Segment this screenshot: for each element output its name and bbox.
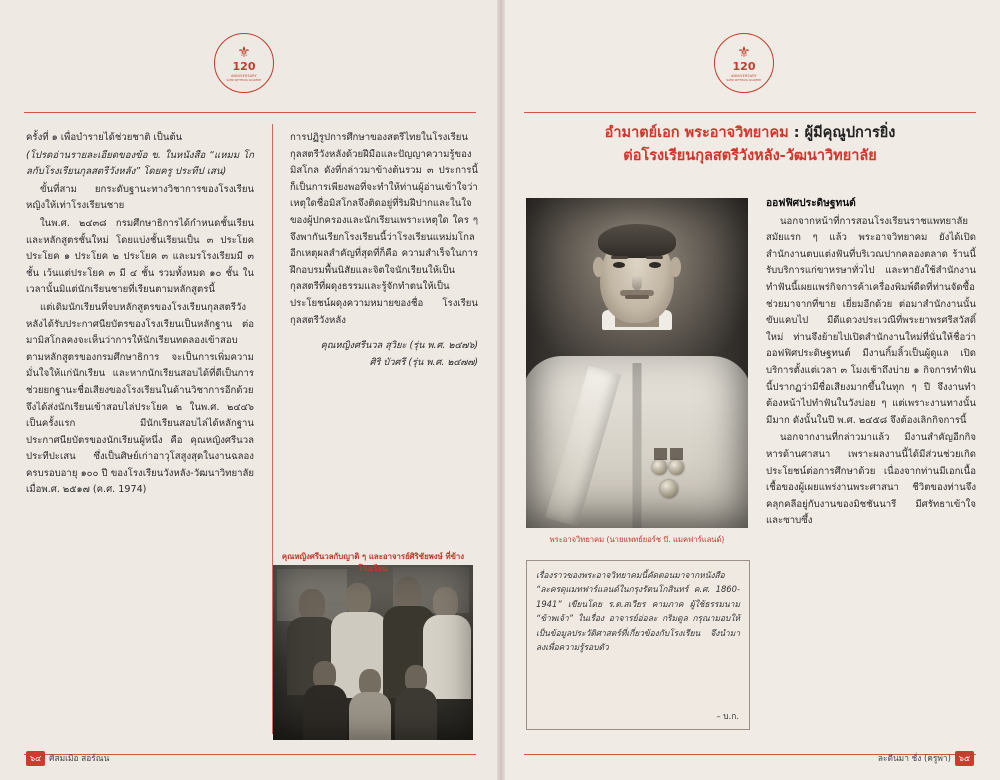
portrait-image	[526, 198, 748, 528]
paragraph: ครั้งที่ ๑ เพื่อบำรายได้ช่วยชาติ เป็นต้น	[26, 132, 183, 143]
editor-note-source: – บ.ก.	[716, 711, 739, 721]
paragraph: นอกจากหน้าที่การสอนโรงเรียนราชแพทยาลัยสมัยแรก ๆ แล้ว พระอาจวิทยาคม ยังได้เปิดสำนักงานตบแต่งฟันที่บริเวณปากคลองตลาด ร้านนี้รับบริการแก่ขาหรษาทั่วไป และทายังใช้สำนักงานทำฟันนี้เผยแพร่กิจการค้าเครื่องพิมพ์ดีดที่ท่านจัดซื้อช่วยมาจากที่ขาย เยี่ยมอีกด้วย ต่อมาสำนักงานนั้นขับแคบไป มีดีแดวงประเวณีที่พระยาพรศรีสวัสดิ์ใหม่ ท่านจึงย้ายไปเปิดสำนักงานใหม่ที่นั่นให้ชื่อว่า ออฟฟิศประดิษฐทนต์ มีงานกิ้มลิ้วเป็นผู้ดูแล เปิดบริการตั้งแต่เวลา ๓ โมงเช้าถึงบ่าย ๑ กิจการทำฟันนี้ปรากฏว่ามีชื่อเสียงมากขึ้นในทุก ๆ ปี จึงงานทำต้องหน้าไปทำฟันในวังบ่อย ๆ แต่เพราะงานทางนั้นมีมาก ดังนั้นในปี พ.ศ. ๒๔๕๘ จึงต้องเลิกกิจการนี้	[766, 215, 976, 426]
headline-line2-red: ต่อโรงเรียนกุลสตรีวังหลัง-วัฒนาวิทยาลัย	[623, 148, 877, 164]
paragraph: นอกจากงานที่กล่าวมาแล้ว มีงานสำคัญอีกกิจหารด้านศาสนา เพราะผลงานนี้ได้มีส่วนช่วยเกิดประโยชน์ต่อการศึกษาด้วย เนื่องจากท่านมีเอกเนื้อเชื้อของผู้เผยแพร่งานพระศาสนา ชีวิตของท่านจึงคลุกคลีอยู่กับงานของมิชชันนารี มีศรัทธาเข้าใจและซาบซึ้ง	[766, 432, 976, 527]
paragraph: แต่เดิมนักเรียนที่จบหลักสูตรของโรงเรียนกุลสตรีวังหลังได้รับประกาศนียบัตรของโรงเรียนเป็นหลักฐาน ต่อมามิสโกลคงจะเห็นว่าการให้นักเรียนทดลองเข้าสอบตามหลักสูตรของกรมศึกษาธิการ จะเป็นการเพิ่มความมั่นใจให้แก่นักเรียน และหากนักเรียนสอบได้ที่ดีเป็นการช่วยยกฐานะชื่อเสียงของโรงเรียนในด้านวิชาการอีกด้วย จึงได้ส่งนักเรียนเข้าสอบไล่ประโยค ๒ ในพ.ศ. ๒๔๔๖ เป็นครั้งแรก มีนักเรียนสอบไล่ได้หลักฐานประกาศนียบัตรของนักเรียนผู้หนึ่ง คือ คุณหญิงศรีนวล ประทีปะเสน ซึ่งเป็นศิษย์เก่าอาวุโสสูงสุดในงานฉลองครบรอบอายุ ๑๐๐ ปี ของโรงเรียนวังหลัง-วัฒนาวิทยาลัย เมื่อพ.ศ. ๒๕๑๗ (ค.ศ. 1974)	[26, 301, 254, 496]
editor-note-box	[526, 560, 750, 730]
right-column-text	[766, 196, 976, 531]
folio-text-left: ศิสมเมิอ สอร์ณน	[49, 753, 110, 763]
emblem-caption2-left: SATRI WITTHAYA ACADEMY	[226, 78, 262, 82]
headline-line1-red: อำมาตย์เอก พระอาจวิทยาคม	[604, 125, 789, 141]
paragraph: การปฏิรูปการศึกษาของสตรีไทยในโรงเรียนกุลสตรีวังหลังด้วยฝีมือและปัญญาความรู้ของมิสโกล ดังที่กล่าวมาข้างต้นรวม ๓ ประการนี้ ก็เป็นการเพียงพอที่จะทำให้ท่านผู้อ่านเข้าใจว่า เหตุใดชื่อมิสโกลจึงติดอยู่ที่ริมฝีปากและในใจของผู้ปกครองและนักเรียนเพราะเหตุใด ใคร ๆ จึงพากันเรียกโรงเรียนนี้ว่าโรงเรียนแหม่มโกล อีกเหตุผลสำคัญที่สุดที่ก็คือ ความสำเร็จในการฝึกอบรมพื้นนิสัยและจิตใจนักเรียนให้เป็นกุลสตรีที่ผดุงธรรมและรู้จักทำตนให้เป็นประโยชน์ผดุงความหมายของชื่อ โรงเรียนกุลสตรีวังหลัง	[290, 132, 478, 326]
emblem-caption-right: ANNIVERSARY	[731, 73, 757, 78]
left-column-2	[290, 130, 478, 370]
anniversary-emblem-right	[714, 33, 774, 93]
emblem-number-right: 120	[732, 59, 756, 73]
section-subheading: ออฟฟิศประดิษฐทนต์	[766, 198, 856, 209]
paragraph: (โปรดอ่านรายละเอียดของข้อ ข. ในหนังสือ “แหมม โกลกับโรงเรียนกุลสตรีวังหลัง” โดยครู ประทีป เสน)	[26, 149, 254, 178]
family-photo	[273, 565, 473, 740]
right-page	[500, 0, 1000, 780]
emblem-caption-left: ANNIVERSARY	[231, 73, 257, 78]
signature-2: ศิริ บัวศรี (รุ่น พ.ศ. ๒๔๗๗)	[369, 357, 478, 369]
left-column-1	[26, 130, 254, 500]
family-photo-image	[273, 565, 473, 740]
portrait-caption: พระอาจวิทยาคม (นายแพทย์ยอร์ช บี. แมคฟาร์แลนด์)	[549, 535, 725, 544]
torch-icon: ⚜	[237, 42, 251, 61]
folio-number-left: ๖๔	[26, 751, 45, 766]
emblem-number-left: 120	[232, 59, 256, 73]
emblem-caption2-right: SATRI WITTHAYA ACADEMY	[726, 78, 762, 82]
family-photo-caption: คุณหญิงศรีนวลกับญาติ ๆ และอาจารย์ศิริชัยพงษ์ ที่ข้างโรงเรียน	[281, 552, 465, 573]
paragraph: ในพ.ศ. ๒๔๓๘ กรมศึกษาธิการได้กำหนดชั้นเรียนและหลักสูตรชั้นใหม่ โดยแบ่งชั้นเรียนเป็น ๓ ประโยค ประโยค ๑ ประโยค ๒ ประโยค ๓ และมรโรงเรียมมี ๓ ชั้น เว้นแต่ประโยค ๓ มี ๔ ชั้น รวมทั้งหมด ๑๐ ชั้น ในเวลานั้นมิแต่นักเรียนชายที่เรียนตามหลักสูตรนี้	[26, 217, 254, 296]
folio-right	[878, 751, 974, 766]
portrait-photo	[526, 198, 748, 528]
folio-left	[26, 751, 109, 766]
editor-note-text: เรื่องราวของพระอาจวิทยาคมนี้คัดตอนมาจากหนังสือ “ละครดุแมทฟาร์แลนด์ในกรุงรัตนโกสินทร์ ค.ศ. 1860-1941” เขียนโดย ร.ต.สเวียร คามภาค ผู้ใช้ธรรมนาม “ข้าพเจ้า” ในเรื่อง อาจารย์อ่อละ กริมดูล กรุณามอบให้เป็นข้อมูลประวัติศาสตร์ที่เกี่ยวข้องกับโรงเรียน จึงนำมาลงเพื่อความรู้รอบตัว	[536, 570, 740, 653]
folio-number-right: ๖๕	[955, 751, 974, 766]
top-rule-right	[524, 112, 976, 113]
torch-icon-right: ⚜	[737, 42, 751, 61]
article-headline	[524, 122, 976, 168]
paragraph: ขั้นที่สาม ยกระดับฐานะทางวิชาการของโรงเรียนหญิงให้เท่าโรงเรียนชาย	[26, 183, 254, 212]
page-gutter	[497, 0, 505, 780]
anniversary-emblem-left	[214, 33, 274, 93]
top-rule-left	[24, 112, 476, 113]
folio-text-right: ละตีนมา ชั่ง (ครูพ่า)	[877, 753, 951, 763]
signature-1: คุณหญิงศรีนวล สุวิยะ (รุ่น พ.ศ. ๒๔๗๖)	[320, 340, 478, 352]
headline-line1-black: : ผู้มีคุณูปการยิ่ง	[793, 125, 896, 141]
